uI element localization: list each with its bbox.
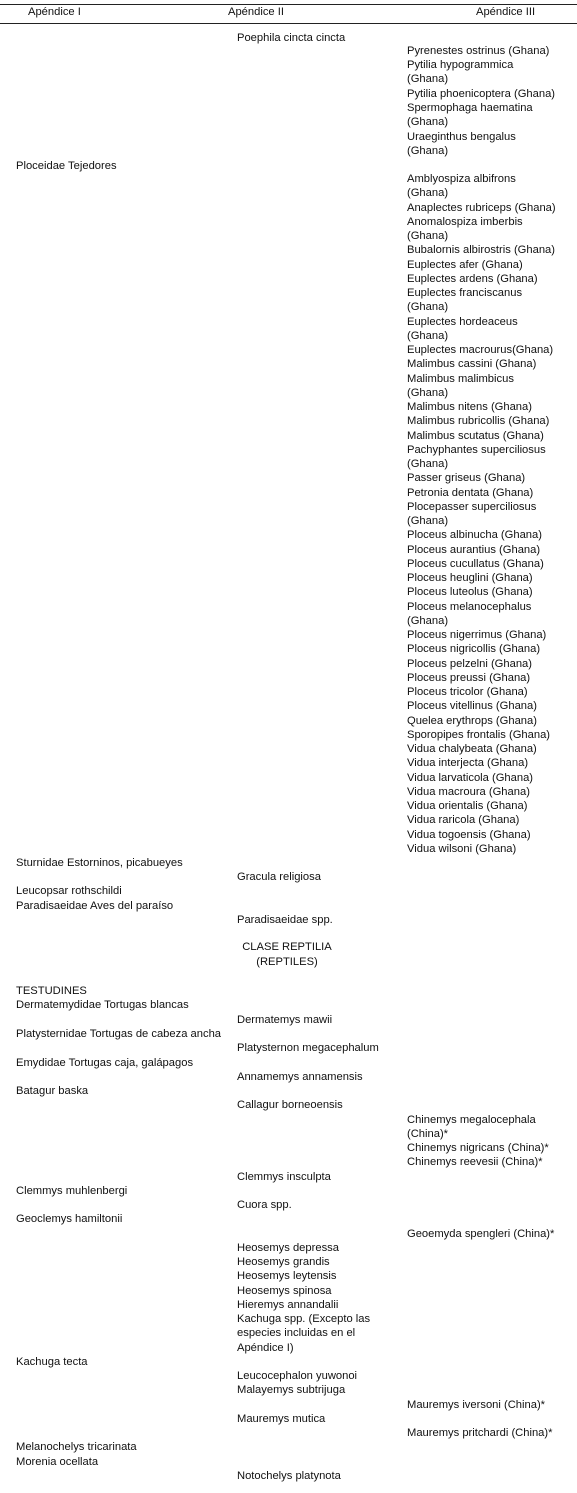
list-item: Pytilia phoenicoptera (Ghana): [407, 88, 556, 100]
list-item: Cuora spp.: [237, 1199, 292, 1211]
list-item: Euplectes afer (Ghana): [407, 259, 523, 271]
list-item: Ploceus preussi (Ghana): [407, 672, 531, 684]
list-item: TESTUDINES: [16, 985, 87, 997]
list-item: (Ghana): [407, 145, 449, 157]
header-appendix-1: Apéndice I: [28, 6, 81, 18]
list-item: (Ghana): [407, 301, 449, 313]
list-item: Emydidae Tortugas caja, galápagos: [16, 1057, 194, 1069]
list-item: Ploceus cucullatus (Ghana): [407, 558, 544, 570]
list-item: (Ghana): [407, 458, 449, 470]
list-item: Pachyphantes superciliosus: [407, 444, 546, 456]
list-item: Vidua macroura (Ghana): [407, 786, 530, 798]
list-item: Ploceus albinucha (Ghana): [407, 529, 542, 541]
list-item: Chinemys nigricans (China)*: [407, 1142, 549, 1154]
list-item: Dermatemys mawii: [237, 1014, 333, 1026]
list-item: Malimbus cassini (Ghana): [407, 358, 537, 370]
list-item: especies incluidas en el: [237, 1327, 356, 1339]
list-item: Ploceidae Tejedores: [16, 160, 117, 172]
list-item: Malimbus rubricollis (Ghana): [407, 415, 550, 427]
list-item: Sturnidae Estorninos, picabueyes: [16, 857, 183, 869]
list-item: Passer griseus (Ghana): [407, 472, 526, 484]
list-item: Geoemyda spengleri (China)*: [407, 1228, 555, 1240]
list-item: Ploceus nigerrimus (Ghana): [407, 629, 547, 641]
list-item: Heosemys spinosa: [237, 1285, 332, 1297]
list-item: Vidua orientalis (Ghana): [407, 800, 528, 812]
list-item: (Ghana): [407, 515, 449, 527]
list-item: (Ghana): [407, 615, 449, 627]
top-rule: [0, 4, 577, 5]
list-item: Vidua raricola (Ghana): [407, 814, 520, 826]
list-item: Chinemys megalocephala: [407, 1114, 536, 1126]
list-item: Leucocephalon yuwonoi: [237, 1370, 358, 1382]
list-item: Morenia ocellata: [16, 1456, 99, 1468]
list-item: Dermatemydidae Tortugas blancas: [16, 999, 189, 1011]
list-item: Sporopipes frontalis (Ghana): [407, 729, 551, 741]
list-item: Kachuga tecta: [16, 1356, 88, 1368]
list-item: Heosemys depressa: [237, 1242, 339, 1254]
list-item: Ploceus aurantius (Ghana): [407, 544, 541, 556]
list-item: Vidua interjecta (Ghana): [407, 757, 529, 769]
header-appendix-3: Apéndice III: [476, 6, 536, 18]
list-item: Mauremys mutica: [237, 1413, 326, 1425]
list-item: Leucopsar rothschildi: [16, 885, 122, 897]
list-item: Gracula religiosa: [237, 871, 321, 883]
header-rule: [0, 23, 577, 24]
list-item: (Ghana): [407, 73, 449, 85]
list-item: (Ghana): [407, 116, 449, 128]
list-item: Vidua wilsoni (Ghana): [407, 843, 517, 855]
list-item: Melanochelys tricarinata: [16, 1441, 137, 1453]
list-item: Batagur baska: [16, 1085, 89, 1097]
list-item: Euplectes franciscanus: [407, 287, 523, 299]
list-item: Callagur borneoensis: [237, 1099, 343, 1111]
list-item: Ploceus melanocephalus: [407, 601, 532, 613]
list-item: Geoclemys hamiltonii: [16, 1213, 123, 1225]
section-heading: CLASE REPTILIA: [242, 941, 332, 953]
list-item: Clemmys muhlenbergi: [16, 1185, 128, 1197]
list-item: Notochelys platynota: [237, 1470, 341, 1482]
list-item: Euplectes hordeaceus: [407, 316, 518, 328]
list-item: Euplectes macrourus(Ghana): [407, 344, 554, 356]
list-item: Ploceus heuglini (Ghana): [407, 572, 533, 584]
list-item: Clemmys insculpta: [237, 1171, 331, 1183]
list-item: Annamemys annamensis: [237, 1071, 363, 1083]
list-item: Ploceus tricolor (Ghana): [407, 686, 528, 698]
list-item: Pyrenestes ostrinus (Ghana): [407, 45, 550, 57]
list-item: Quelea erythrops (Ghana): [407, 715, 537, 727]
list-item: Ploceus nigricollis (Ghana): [407, 643, 541, 655]
list-item: Vidua togoensis (Ghana): [407, 829, 531, 841]
list-item: Ploceus vitellinus (Ghana): [407, 700, 537, 712]
list-item: Chinemys reevesii (China)*: [407, 1156, 543, 1168]
list-item: (China)*: [407, 1128, 449, 1140]
list-item: Malimbus scutatus (Ghana): [407, 430, 544, 442]
list-item: (Ghana): [407, 230, 449, 242]
list-item: Ploceus luteolus (Ghana): [407, 586, 533, 598]
list-item: Anomalospiza imberbis: [407, 216, 523, 228]
list-item: Euplectes ardens (Ghana): [407, 273, 538, 285]
list-item: Petronia dentata (Ghana): [407, 487, 534, 499]
header-appendix-2: Apéndice II: [228, 6, 284, 18]
list-item: (Ghana): [407, 330, 449, 342]
list-item: Kachuga spp. (Excepto las: [237, 1313, 371, 1325]
list-item: Malimbus malimbicus: [407, 373, 514, 385]
list-item: Poephila cincta cincta: [237, 32, 346, 44]
list-item: Paradisaeidae spp.: [237, 914, 333, 926]
list-item: Apéndice I): [237, 1342, 294, 1354]
list-item: Pytilia hypogrammica: [407, 59, 514, 71]
list-item: Malimbus nitens (Ghana): [407, 401, 532, 413]
section-heading: (REPTILES): [256, 956, 318, 968]
list-item: Malayemys subtrijuga: [237, 1384, 346, 1396]
list-item: Bubalornis albirostris (Ghana): [407, 244, 555, 256]
list-item: Uraeginthus bengalus: [407, 131, 516, 143]
list-item: Ploceus pelzelni (Ghana): [407, 658, 532, 670]
list-item: Spermophaga haematina: [407, 102, 533, 114]
list-item: (Ghana): [407, 187, 449, 199]
list-item: Heosemys grandis: [237, 1256, 330, 1268]
list-item: Plocepasser superciliosus: [407, 501, 537, 513]
list-item: Mauremys iversoni (China)*: [407, 1399, 546, 1411]
list-item: Platysternon megacephalum: [237, 1042, 379, 1054]
list-item: Vidua larvaticola (Ghana): [407, 772, 534, 784]
list-item: Heosemys leytensis: [237, 1270, 337, 1282]
list-item: Vidua chalybeata (Ghana): [407, 743, 537, 755]
list-item: Mauremys pritchardi (China)*: [407, 1427, 553, 1439]
list-item: (Ghana): [407, 387, 449, 399]
list-item: Platysternidae Tortugas de cabeza ancha: [16, 1028, 222, 1040]
list-item: Anaplectes rubriceps (Ghana): [407, 202, 556, 214]
list-item: Hieremys annandalii: [237, 1299, 339, 1311]
list-item: Paradisaeidae Aves del paraíso: [16, 900, 174, 912]
list-item: Amblyospiza albifrons: [407, 173, 516, 185]
